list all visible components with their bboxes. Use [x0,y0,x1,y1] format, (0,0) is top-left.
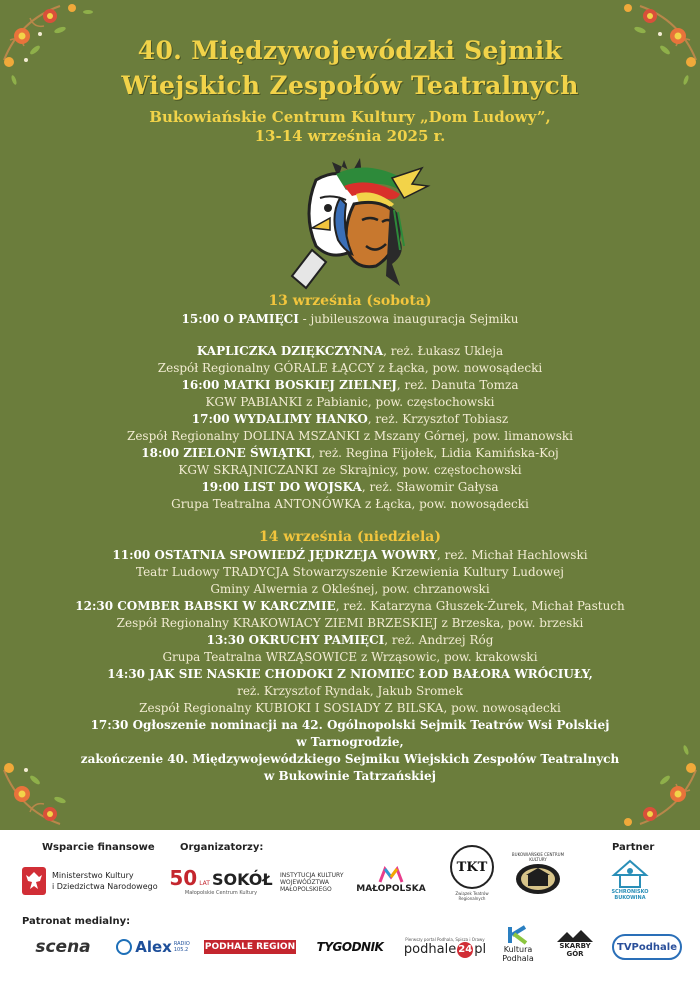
ensemble: KGW SKRAJNICZANKI ze Skrajnicy, pow. częstochowski [178,463,522,477]
ensemble-continued: Gminy Alwernia z Okleśnej, pow. chrzanowski [210,582,490,596]
performance-title: 14:30 JAK SIE NASKIE CHODOKI Z NIOMIEC ŁOD BAŁORA WRÓCIUŁY, [107,667,593,681]
closing-text: w Bukowinie Tatrzańskiej [263,769,437,783]
closing-line-1 [0,717,700,734]
performance-title: 13:30 OKRUCHY PAMIĘCI [206,633,385,647]
ministry-name-line2: i Dziedzictwa Narodowego [52,882,158,891]
program-entry-title [0,377,700,394]
scena-logo [30,934,96,960]
sponsors-section [0,830,700,990]
director: , reż. Danuta Tomza [396,378,519,392]
tkt-initials: TKT [456,859,488,875]
event-dates: 13-14 września 2025 r. [254,127,446,145]
media-patronage-label: Patronat medialny: [22,916,131,927]
opening-line [0,311,700,328]
sokol-tagline: Małopolskie Centrum Kultury [184,890,258,896]
performance-title: 18:00 ZIELONE ŚWIĄTKI [141,446,312,460]
schronisko-logo [602,856,658,904]
director: , reż. Andrzej Róg [384,633,494,647]
bck-logo [510,846,566,902]
podhale24-logo [402,930,488,964]
director: reż. Krzysztof Ryndak, Jakub Sromek [237,684,463,698]
director: , reż. Michał Hachlowski [437,548,588,562]
alex-name: Alex [135,938,172,956]
bck-caption: BUKOWIAŃSKIE CENTRUM KULTURY [511,852,565,862]
institution-line3: MAŁOPOLSKIEGO [280,885,332,893]
mountain-icon [557,930,593,942]
performance-title: KAPLICZKA DZIĘKCZYNNA [196,344,384,358]
podhale24-name: podhale [403,942,457,957]
ministry-logo [20,862,160,900]
alex-radio-text: RADIO [173,941,190,947]
ensemble: Zespół Regionalny GÓRALE ŁĄCCY z Łącka, pow. nowosądecki [157,361,543,375]
skarby-gor-logo [552,924,598,964]
ensemble: Teatr Ludowy TRADYCJA Stowarzyszenie Krzewienia Kultury Ludowej [136,565,564,579]
podhale24-domain: pl [474,942,487,957]
sokol-number: 50 [169,866,198,890]
eagle-icon [20,865,48,897]
theatre-masks-logo [272,154,432,296]
kultura-k-icon [507,925,529,945]
ensemble: Zespół Regionalny KUBIOKI I SOSIADY Z BILSKA, pow. nowosądecki [139,701,561,715]
scena-name: scena [35,937,91,957]
closing-text: w Tarnogrodzie, [296,735,404,749]
opening-rest: - jubileuszowa inauguracja Sejmiku [298,312,519,326]
program-entry-title [0,343,700,360]
opening-title: 15:00 O PAMIĘCI [181,312,299,326]
poster-title-line-1: 40. Międzywojewódzki Sejmik [137,36,563,65]
director: , reż. Łukasz Ukleja [383,344,504,358]
podhale-region-name: PODHALE REGION [204,942,296,952]
institution-line1: INSTYTUCJA KULTURY [280,871,344,879]
day-heading-sunday: 14 września (niedziela) [259,529,441,545]
podhale24-tagline: Pierwszy portal Podhala, Spisza i Orawy [405,936,485,942]
performance-title: 16:00 MATKI BOSKIEJ ZIELNEJ [181,378,397,392]
closing-line-2 [0,734,700,751]
malopolska-logo [356,860,426,900]
director: , reż. Sławomir Gałysa [361,480,499,494]
ensemble: Zespół Regionalny DOLINA MSZANKI z Mszany Górnej, pow. limanowski [126,429,573,443]
tkt-logo [448,844,496,902]
gor-word: GÓR [566,950,584,958]
tvpodhale-name: TVPodhale [617,941,677,953]
director: , reż. Regina Fijołek, Lidia Kamińska-Koj [311,446,559,460]
ensemble: Grupa Teatralna ANTONÓWKA z Łącka, pow. nowosądecki [171,497,529,511]
closing-text: zakończenie 40. Międzywojewódzkiego Sejmiku Wiejskich Zespołów Teatralnych [80,752,620,766]
sokol-logo [169,864,273,898]
malopolska-name: MAŁOPOLSKA [356,884,426,894]
poster-title-line-2: Wiejskich Zespołów Teatralnych [121,71,579,100]
radio-wave-icon [116,939,132,955]
tkt-caption: Związek Teatrów Regionalnych [455,891,489,901]
sokol-years: LAT [199,880,210,887]
regional-institution-logo [280,868,352,896]
day-heading-saturday: 13 września (sobota) [268,293,432,309]
tvpodhale-logo [612,934,682,960]
sokol-name: SOKÓŁ [211,870,273,889]
malopolska-m-icon [378,866,404,884]
closing-line-4 [0,768,700,785]
tygodnik-name: TYGODNIK [316,940,384,954]
program-entry-title [0,479,700,496]
kultura-word: Kultura [503,945,533,954]
ensemble: Grupa Teatralna WRZĄSOWICE z Wrząsowic, pow. krakowski [162,650,538,664]
tygodnik-logo [310,936,390,958]
alex-radio-logo [112,934,194,960]
ensemble: Zespół Regionalny KRAKOWIACY ZIEMI BRZESKIEJ z Brzeska, pow. brzeski [116,616,584,630]
financial-support-label: Wsparcie finansowe [42,842,155,853]
performance-title: 19:00 LIST DO WOJSKA [201,480,362,494]
podhala-word: Podhala [502,954,534,963]
director: , reż. Krzysztof Tobiasz [367,412,509,426]
performance-title: 17:00 WYDALIMY HANKO [191,412,368,426]
director: , reż. Katarzyna Głuszek-Żurek, Michał Pastuch [335,599,625,613]
program-entry-title [0,445,700,462]
performance-title: 12:30 COMBER BABSKI W KARCZMIE [75,599,336,613]
schronisko-name: SCHRONISKO BUKOWINA [611,889,649,901]
alex-frequency: 105.2 [173,947,189,953]
performance-title: 11:00 OSTATNIA SPOWIEDŹ JĘDRZEJA WOWRY [112,548,438,562]
kultura-podhala-logo [498,920,538,968]
program-entry-title [0,598,700,615]
program-entry-title [0,411,700,428]
closing-text: 17:30 Ogłoszenie nominacji na 42. Ogólnopolski Sejmik Teatrów Wsi Polskiej [90,718,610,732]
institution-line2: WOJEWÓDZTWA [280,878,329,886]
program [0,292,700,785]
podhale-region-logo [204,940,296,954]
skarby-word: SKARBY [559,942,591,950]
bck-building-icon [514,862,562,896]
mountain-house-icon [610,859,650,889]
program-entry-title [0,666,700,683]
podhale24-number: 24 [457,942,473,958]
closing-line-3 [0,751,700,768]
program-entry-title [0,547,700,564]
program-entry-title [0,632,700,649]
ministry-name-line1: Ministerstwo Kultury [52,871,134,880]
organizers-label: Organizatorzy: [180,842,264,853]
ensemble: KGW PABIANKI z Pabianic, pow. częstochowski [205,395,495,409]
venue: Bukowiańskie Centrum Kultury „Dom Ludowy”, [149,108,551,126]
partner-label: Partner [612,842,655,853]
